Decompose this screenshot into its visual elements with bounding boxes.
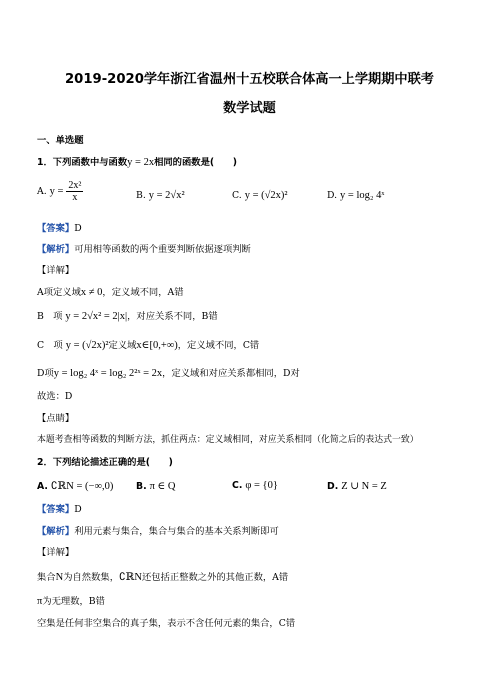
answer-value: D: [74, 223, 82, 234]
q2-detail-a-post: 还包括正整数之外的其他正数，A错: [142, 572, 289, 583]
q2-detail-a-pre: 集合: [37, 572, 56, 583]
q2-option-b: [136, 480, 176, 492]
q1-option-d-math: y = log₂ 4ˣ: [340, 190, 385, 201]
q1-detail-c-post: ，定义域不同，C错: [177, 340, 260, 351]
q1-detail-c: [37, 340, 259, 353]
q2-option-c: [232, 480, 278, 491]
q1-option-a-numerator: 2x²: [68, 180, 82, 191]
q1-remark-tag: 【点睛】: [37, 413, 75, 424]
q1-option-c-label: C.: [232, 190, 242, 201]
q2-option-a-math: ∁ℝN = (−∞,0): [50, 481, 114, 492]
q2-detail-b-post: 为无理数，B错: [42, 596, 105, 607]
q2-option-b-math: π ∈ Q: [149, 481, 176, 492]
q1-remark-text: 本题考查相等函数的判断方法，抓住两点：定义域相同，对应关系相同（化简之后的表达式一致）: [37, 435, 419, 445]
q1-answer: [37, 223, 82, 234]
page-subtitle: 数学试题: [223, 101, 276, 116]
q1-option-a-y: y =: [49, 186, 64, 197]
q1-detail-a-post: ，定义域不同，A错: [102, 287, 184, 298]
q1-detail-d-post: ，定义域和对应关系都相同，D对: [162, 368, 300, 379]
q1-stem-post: 相同的函数是( ): [154, 157, 237, 168]
q1-option-c: [232, 190, 288, 201]
q2-stem: 2．下列结论描述正确的是( ): [37, 457, 173, 468]
q1-detail-d-pre: D项: [37, 368, 54, 379]
q1-option-d: [327, 190, 384, 201]
q2-detail-a-math1: N: [55, 572, 64, 583]
q1-option-a-fraction: [66, 180, 83, 203]
q2-option-b-label: B.: [136, 481, 147, 492]
q1-detail-b-post: ，对应关系不同，B错: [127, 311, 218, 322]
q1-detail-c-math2: x∈[0,+∞): [136, 340, 178, 351]
q1-option-b: [136, 190, 185, 201]
q1-analysis: [37, 244, 251, 255]
q2-option-c-math: φ = {0}: [245, 480, 278, 491]
q1-option-b-math: y = 2√x²: [148, 190, 185, 201]
analysis-text: 可用相等函数的两个重要判断依据逐项判断: [74, 244, 251, 255]
q2-detail-b: [37, 596, 105, 609]
q2-option-c-label: C.: [232, 480, 243, 491]
q2-detail-tag: 【详解】: [37, 547, 75, 558]
q1-option-d-label: D.: [327, 190, 338, 201]
answer-value: D: [74, 504, 82, 515]
q2-option-d-label: D.: [327, 481, 339, 492]
answer-tag: 【答案】: [37, 223, 75, 234]
page-title: 2019-2020学年浙江省温州十五校联合体高一上学期期中联考: [64, 72, 434, 87]
q1-stem: [37, 157, 237, 170]
q1-stem-math: y = 2x: [127, 157, 155, 168]
q1-option-b-label: B.: [136, 190, 146, 201]
q1-detail-b-math: y = 2√x² = 2|x|: [65, 311, 128, 322]
q1-detail-d-math: y = log₂ 4ˣ = log₂ 2²ˣ = 2x: [53, 368, 163, 379]
q1-option-a-label: A.: [37, 186, 47, 197]
q2-analysis: [37, 526, 279, 537]
answer-tag: 【答案】: [37, 504, 75, 515]
q1-option-a: [37, 180, 83, 203]
q2-option-a: [37, 480, 113, 492]
q2-option-d: [327, 480, 387, 492]
q1-detail-b: [37, 311, 218, 324]
q1-detail-a: [37, 287, 184, 300]
q2-detail-c: 空集是任何非空集合的真子集，表示不含任何元素的集合，C错: [37, 618, 296, 629]
analysis-tag: 【解析】: [37, 526, 75, 537]
q2-detail-a: [37, 572, 288, 585]
q1-detail-a-math: x ≠ 0: [80, 287, 103, 298]
q1-detail-c-math1: y = (√2x)²: [65, 340, 109, 351]
q1-option-a-denominator: x: [72, 192, 78, 203]
q1-detail-d: [37, 368, 300, 381]
section-heading: 一、单选题: [37, 135, 84, 146]
q1-stem-pre: 1．下列函数中与函数: [37, 157, 128, 168]
q1-detail-c-pre: C 项: [37, 340, 63, 351]
q1-detail-c-mid: 定义域: [108, 340, 137, 351]
q1-detail-tag: 【详解】: [37, 265, 75, 276]
q2-option-d-math: Z ∪ N = Z: [341, 481, 387, 492]
q1-detail-b-pre: B 项: [37, 311, 63, 322]
q2-option-a-label: A.: [37, 481, 48, 492]
q1-option-c-math: y = (√2x)²: [244, 190, 288, 201]
q2-detail-a-math2: ∁ℝN: [119, 572, 142, 583]
q1-conclusion: 故选：D: [37, 391, 73, 402]
analysis-text: 利用元素与集合，集合与集合的基本关系判断即可: [74, 526, 279, 537]
q1-detail-a-pre: A项定义域: [37, 287, 81, 298]
q2-detail-a-mid: 为自然数集，: [63, 572, 119, 583]
q2-answer: [37, 504, 82, 515]
analysis-tag: 【解析】: [37, 244, 75, 255]
q2-detail-b-math: π: [37, 596, 43, 607]
